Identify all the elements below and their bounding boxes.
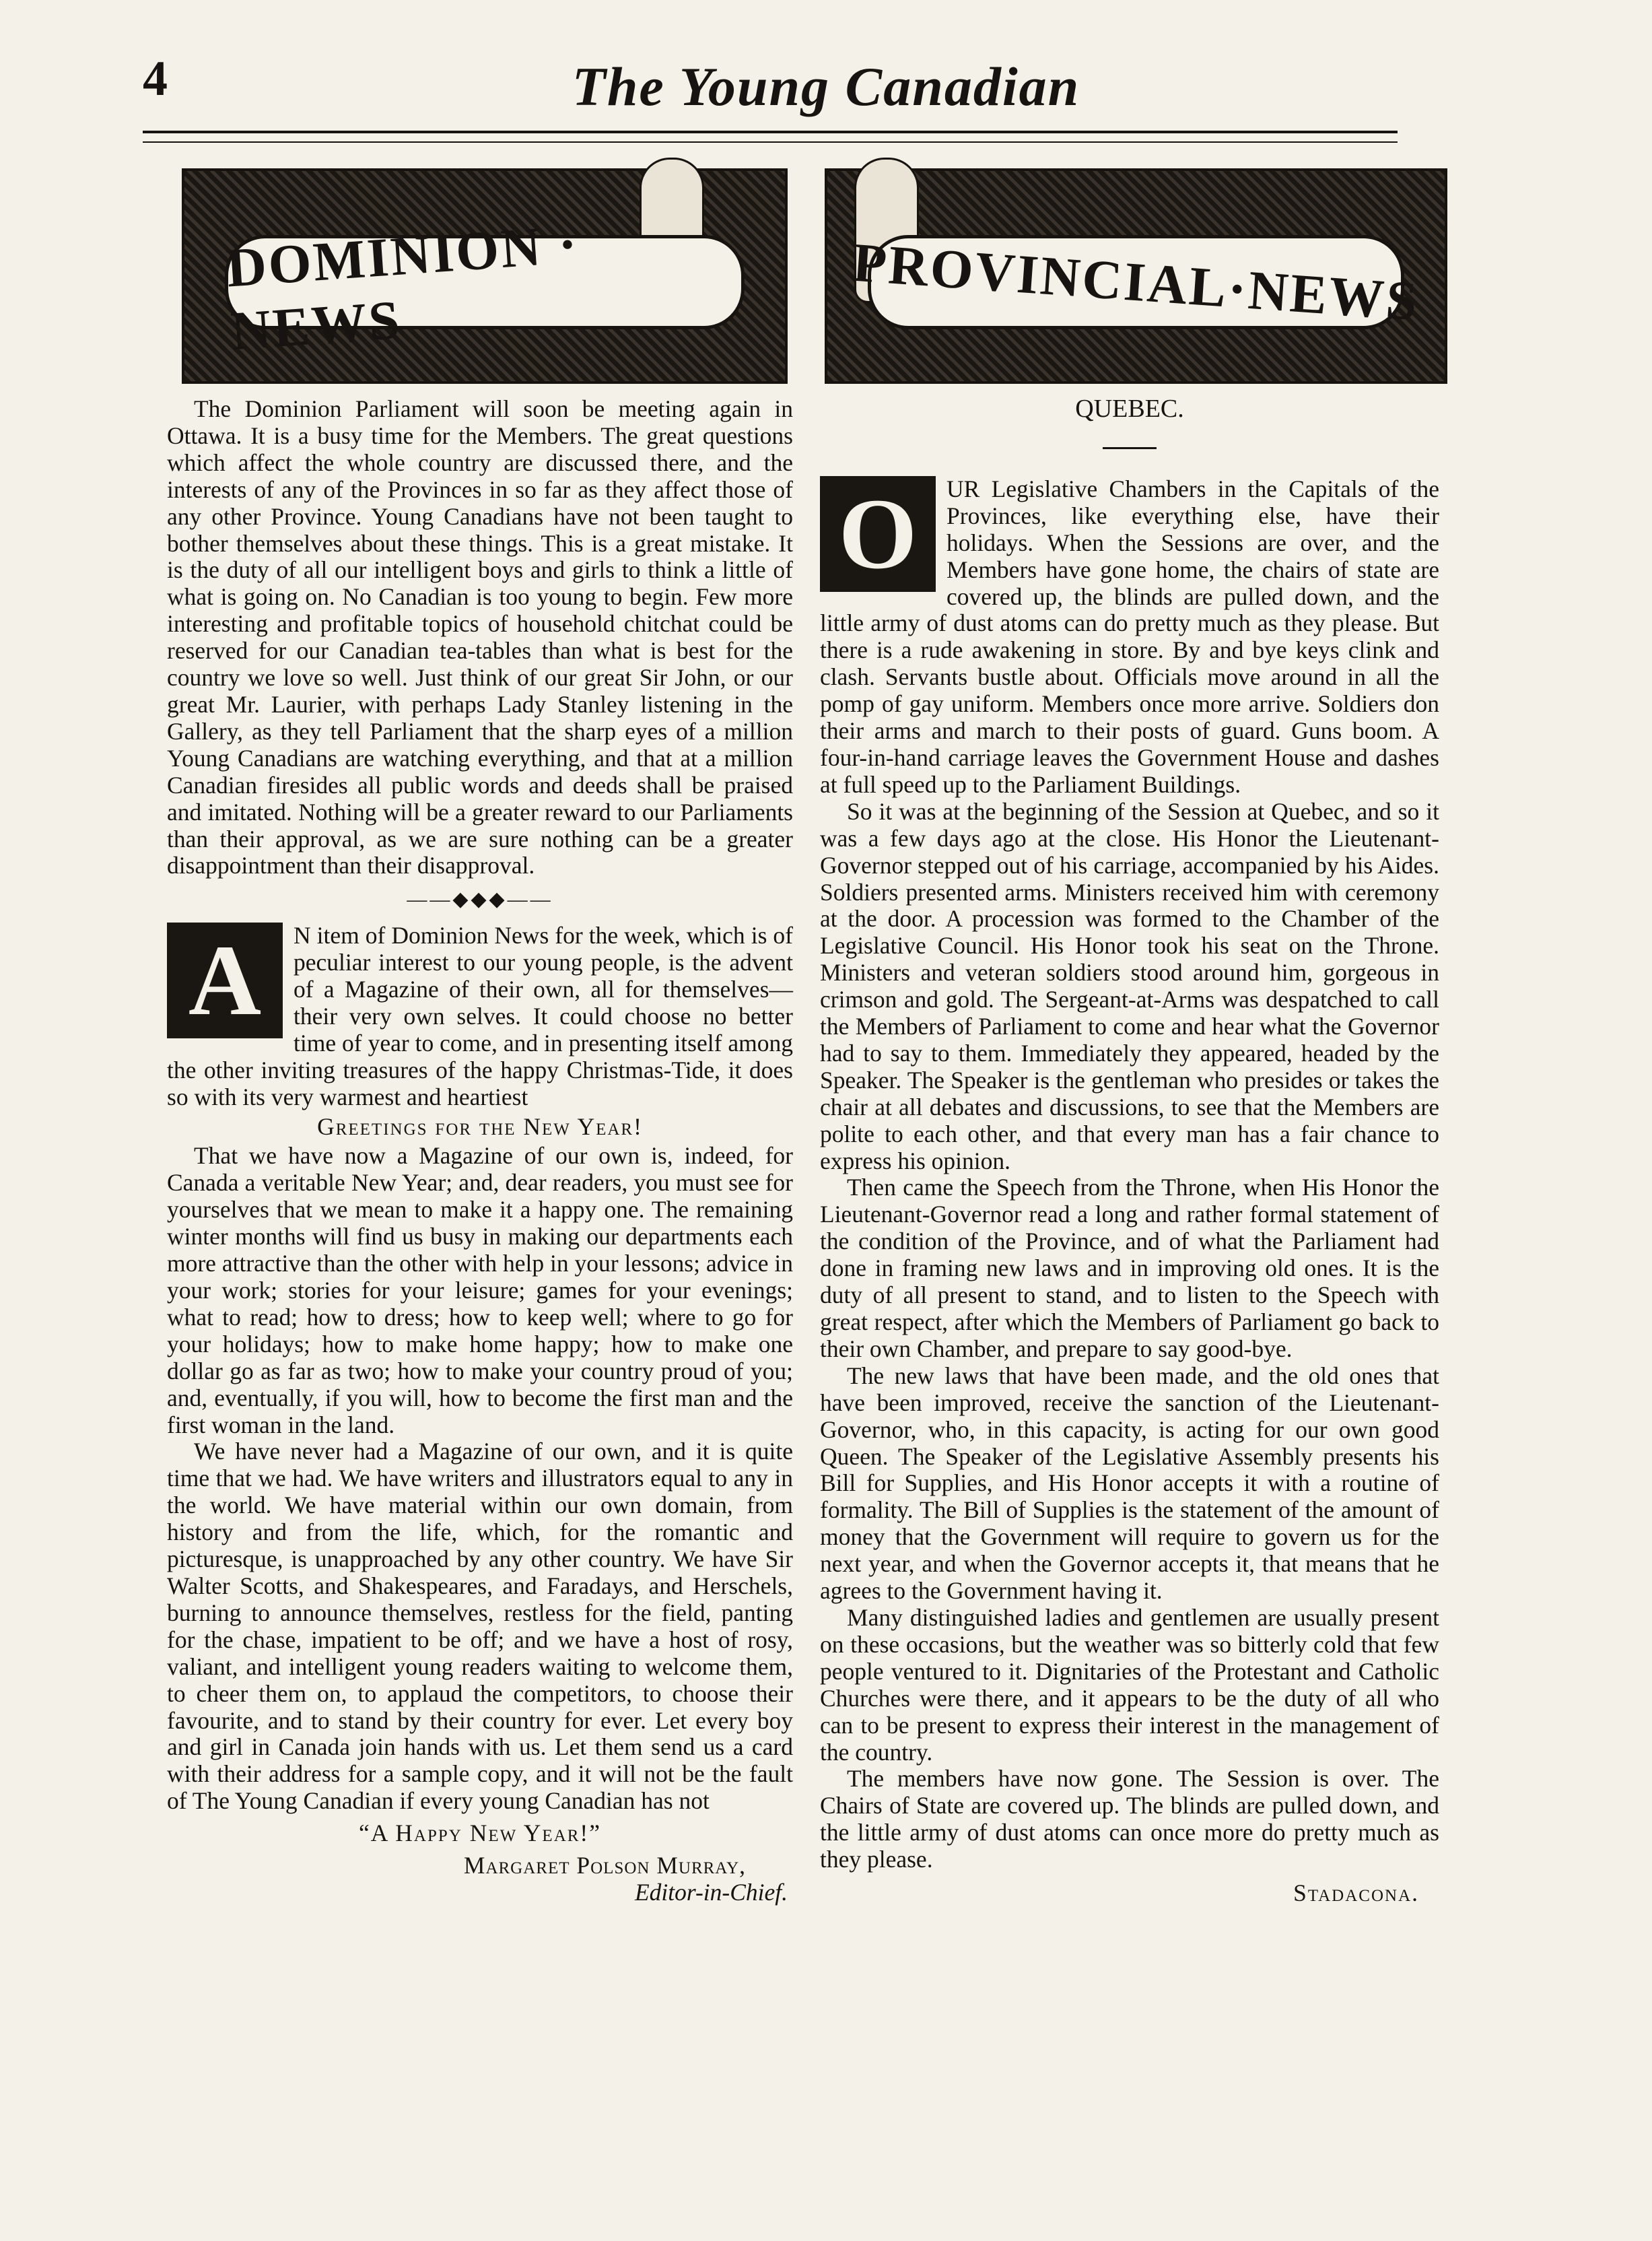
ornament-divider: ——◆◆◆—— (407, 888, 553, 911)
article-paragraph: The Dominion Parliament will soon be meeting again in Ottawa. It is a busy time for the Members. The great questions which affect the whole country are discussed there, and the interests of any of the Provinces in so far as they affect those of any other Province. Young Canadians have not been taught to bother themselves about these things. This is a great mistake. It is the duty of all our intelligent boys and girls to think a little of what is going on. No Canadian is too young to begin. Few more interesting and profitable topics of household chitchat could be reserved for our Canadian tea-tables than what is best for the country we love so well. Just think of our great Sir John, or our great Mr. Laurier, with perhaps Lady Stanley listening in the Gallery, as they tell Parliament that the sharp eyes of a million Young Canadians are watching everything, and that at a million Canadian firesides all public words and deeds shall be praised and imitated. Nothing will be a greater reward to our Parliaments than their approval, as we are sure nothing can be a greater disappointment than their disapproval. (167, 395, 793, 879)
provincial-news-banner (825, 168, 1447, 384)
editor-signature: Margaret Polson Murray, (463, 1852, 746, 1879)
banner-title: DOMINION · NEWS (224, 213, 581, 362)
article-paragraph: The new laws that have been made, and the old ones that have been improved, receive the sanction of the Lieutenant-Governor, who, in this capacity, is acting for our own good Queen. The Speaker of the Legislative Assembly presents his Bill for Supplies, and His Honor accepts it with a routine of formality. The Bill of Supplies is the statement of the amount of money that the Government will require to govern us for the next year, and when the Governor accepts it, that means that he agrees to the Government having it. (820, 1362, 1439, 1605)
article-paragraph: So it was at the beginning of the Session at Quebec, and so it was a few days ago at the close. His Honor the Lieutenant-Governor stepped out of his carriage, accompanied by his Aides. Soldiers presented arms. Ministers received him with ceremony at the door. A procession was formed to the Chamber of the Legislative Council. His Honor took his seat on the Throne. Ministers and veteran soldiers stood around him, gorgeous in crimson and gold. The Sergeant-at-Arms was despatched to call the Members of Parliament to come and hear what the Governor had to say to them. Immediately they appeared, headed by the Speaker. The Speaker is the gentleman who presides or takes the chair at all debates and discussions, to see that the Members are polite to each other, and that every man has a fair chance to express his opinion. (820, 797, 1439, 1174)
page-number: 4 (143, 51, 168, 106)
article-paragraph: The members have now gone. The Session is over. The Chairs of State are covered up. The blinds are pulled down, and the little army of dust atoms can once more do pretty much as they please. (820, 1765, 1439, 1873)
banner-scroll (224, 213, 745, 362)
section-title: QUEBEC. (1075, 395, 1184, 423)
article-paragraph: That we have now a Magazine of our own is, indeed, for Canada a veritable New Year; and, dear readers, you must see for yourselves that we mean to make it a happy one. The remaining winter months will find us busy in making our departments each more attractive than the other with help in your lessons; advice in your work; stories for your leisure; games for your evenings; what to read; how to dress; how to keep well; where to go for your holidays; how to make home happy; how to make one dollar go as far as two; how to make your country proud of you; and, eventually, if you will, how to become the first man and the first woman in the land. (167, 1142, 793, 1438)
dominion-news-banner (182, 168, 788, 384)
article-paragraph: Many distinguished ladies and gentlemen are usually present on these occasions, but the weather was so bitterly cold that few people ventured to it. Dignitaries of the Protestant and Catholic Churches were there, and it appears to be the duty of all who can to be present to express their interest in the management of the country. (820, 1603, 1439, 1766)
left-column (167, 396, 793, 1906)
happy-new-year-line: “A Happy New Year!” (358, 1819, 601, 1847)
banner-scroll (851, 231, 1421, 333)
right-column (820, 396, 1439, 1907)
greeting-heading: Greetings for the New Year! (317, 1112, 643, 1140)
dropcap-o: O (820, 476, 936, 592)
banner-title: PROVINCIAL·NEWS (851, 231, 1421, 333)
article-paragraph: We have never had a Magazine of our own, and it is quite time that we had. We have writers and illustrators equal to any in the world. We have material within our own domain, from history and from the life, which, for the romantic and picturesque, is unapproached by any other country. We have Sir Walter Scotts, and Shakespeares, and Faradays, and Herschels, burning to announce themselves, restless for the field, panting for the chase, impatient to be off; and we have a host of rosy, valiant, and intelligent young readers waiting to welcome them, to cheer them on, to applaud the competitors, to choose their favourite, and to stand by their country for ever. Let every boy and girl in Canada join hands with us. Let them send us a card with their address for a sample copy, and it will not be the fault of The Young Canadian if every young Canadian has not (167, 1438, 793, 1815)
article-paragraph: N item of Dominion News for the week, which is of peculiar interest to our young people, is the advent of a Magazine of their own, all for themselves—their very own selves. It could choose no better time of year to come, and in presenting itself among the other inviting treasures of the happy Christmas-Tide, it does so with its very warmest and heartiest (167, 922, 793, 1110)
article-paragraph: Then came the Speech from the Throne, when His Honor the Lieutenant-Governor read a long and rather formal statement of the condition of the Province, and of what the Parliament had done in framing new laws and in improving old ones. It is the duty of all present to stand, and to listen to the Speech with great respect, after which the Members of Parliament go back to their own Chamber, and prepare to say good-bye. (820, 1174, 1439, 1362)
masthead-title: The Young Canadian (572, 56, 1080, 117)
header-rule-thin (143, 141, 1398, 143)
header-rule (143, 131, 1398, 133)
short-divider (1103, 447, 1157, 449)
editor-title: Editor-in-Chief. (634, 1878, 788, 1906)
dropcap-a: A (167, 923, 283, 1038)
article-paragraph: UR Legislative Chambers in the Capitals of the Provinces, like everything else, have their holidays. When the Sessions are over, and the Members have gone home, the chairs of state are covered up, the blinds are pulled down, and the little army of dust atoms can do pretty much as they please. But there is a rude awakening in store. By and bye keys clink and clash. Servants bustle about. Officials move around in all the pomp of gay uniform. Members once more arrive. Soldiers don their arms and march to their posts of guard. Guns boom. A four-in-hand carriage leaves the Government House and dashes at full speed up to the Parliament Buildings. (820, 475, 1439, 798)
author-signature: Stadacona. (1293, 1879, 1419, 1907)
